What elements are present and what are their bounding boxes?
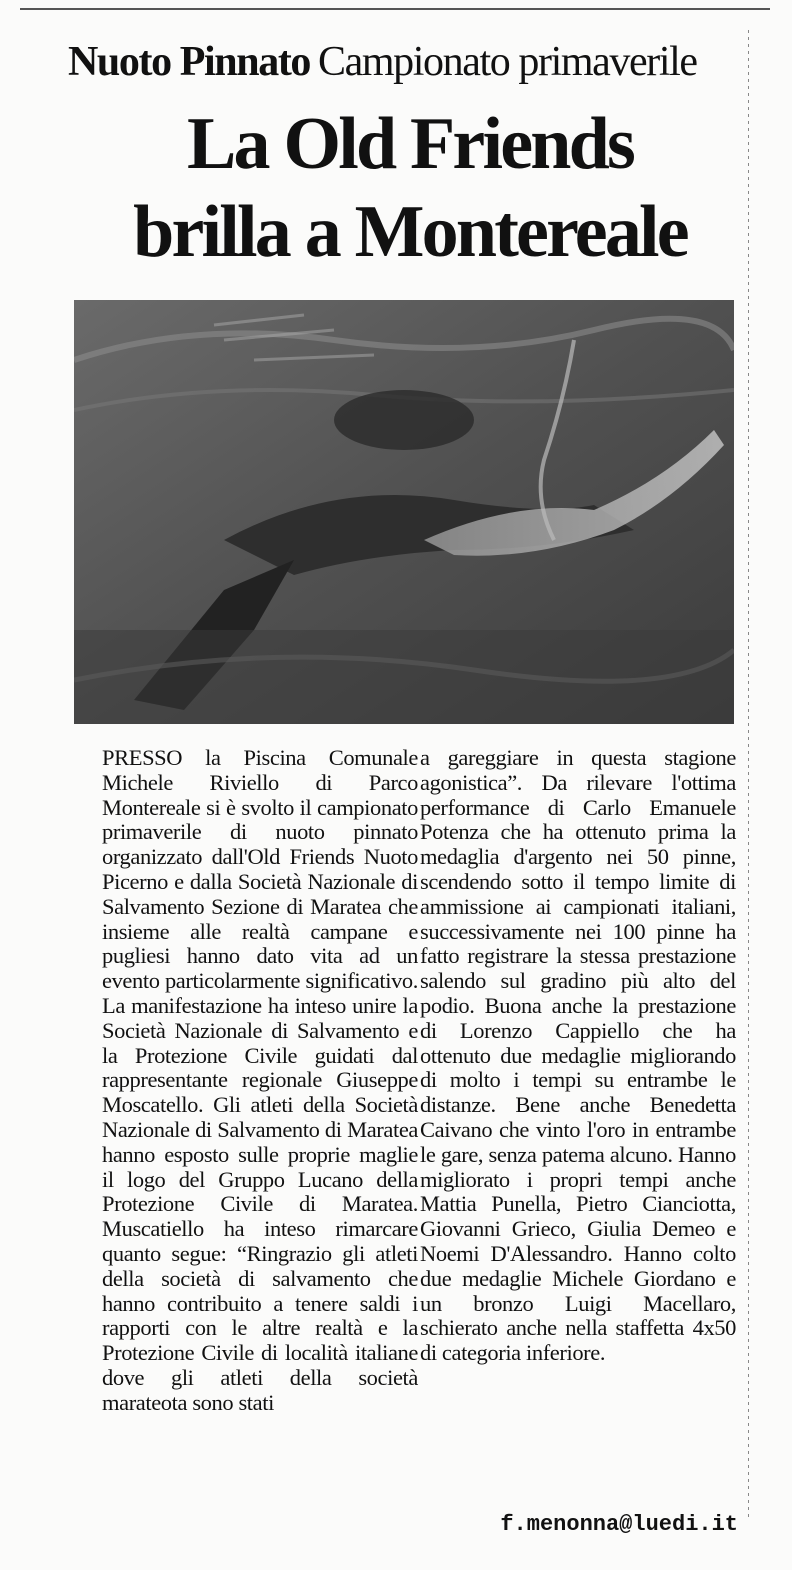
headline-line-2: brilla a Montereale <box>133 191 687 273</box>
swimmer-photo-icon <box>74 300 734 724</box>
swimmer-photo <box>74 300 734 724</box>
author-email: f.menonna@luedi.it <box>500 1512 738 1537</box>
kicker-section: Nuoto Pinnato <box>68 39 311 85</box>
article-column-left: PRESSO la Piscina Comunale Michele Riviello di Parco Montereale si è svolto il campionato primaverile di nuoto pinnato organizzato dall'Old Friends Nuoto Picerno e dalla Società Nazionale di Salvamento Sezione di Maratea che insieme alle realtà campane e pugliesi hanno dato vita ad un evento particolarmente significativo. La manifestazione ha inteso unire la Società Nazionale di Salvamento e la Protezione Civile guidati dal rappresentante regionale Giuseppe Moscatello. Gli atleti della Società Nazionale di Salvamento di Maratea hanno esposto sulle proprie maglie il logo del Gruppo Lucano della Protezione Civile di Maratea. Muscatiello ha inteso rimarcare quanto segue: “Ringrazio gli atleti della società di salvamento che hanno contribuito a tenere saldi i rapporti con le altre realtà e la Protezione Civile di località italiane dove gli atleti della società marateota sono stati <box>102 745 418 1415</box>
kicker-topic: Campionato primaverile <box>318 39 697 85</box>
kicker <box>68 36 758 88</box>
headline <box>60 100 760 276</box>
article-column-right: a gareggiare in questa stagione agonistica”. Da rilevare l'ottima performance di Carlo Emanuele Potenza che ha ottenuto prima la medaglia d'argento nei 50 pinne, scendendo sotto il tempo limite di ammissione ai campionati italiani, successivamente nei 100 pinne ha fatto registrare la stessa prestazione salendo sul gradino più alto del podio. Buona anche la prestazione di Lorenzo Cappiello che ha ottenuto due medaglie migliorando di molto i tempi su entrambe le distanze. Bene anche Benedetta Caivano che vinto l'oro in entrambe le gare, senza patema alcuno. Hanno migliorato i propri tempi anche Mattia Punella, Pietro Cianciotta, Giovanni Grieco, Giulia Demeo e Noemi D'Alessandro. Hanno colto due medaglie Michele Giordano e un bronzo Luigi Macellaro, schierato anche nella staffetta 4x50 di categoria inferiore. <box>420 745 736 1366</box>
headline-line-1: La Old Friends <box>187 103 633 185</box>
top-rule <box>20 8 770 10</box>
